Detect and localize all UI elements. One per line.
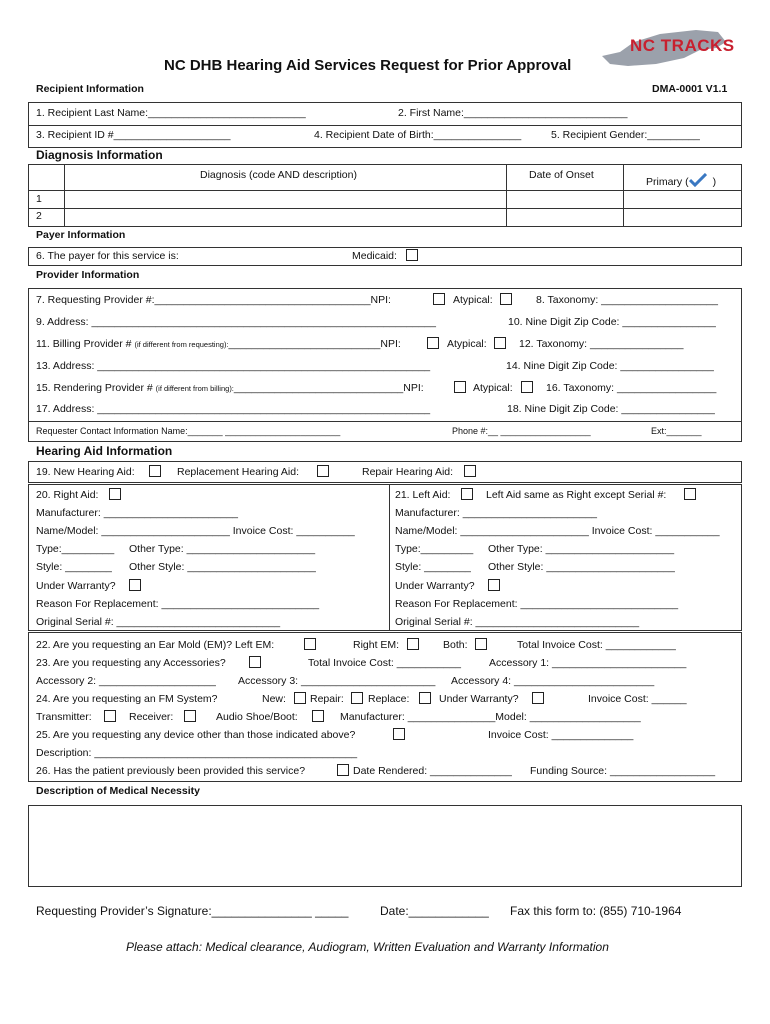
- attachment-note: Please attach: Medical clearance, Audiogram, Written Evaluation and Warranty Information: [126, 940, 609, 954]
- right-serial[interactable]: Original Serial #: ____________________________: [36, 616, 281, 628]
- repair-hearing-aid-checkbox[interactable]: [464, 465, 476, 477]
- r7-atypical-label: Atypical:: [453, 294, 493, 306]
- section-diagnosis: Diagnosis Information: [36, 148, 163, 162]
- col-diagnosis: Diagnosis (code AND description): [200, 169, 357, 181]
- r14-zip[interactable]: 14. Nine Digit Zip Code: ________________: [506, 360, 714, 372]
- r12-taxonomy[interactable]: 12. Taxonomy: ________________: [519, 338, 684, 350]
- accessories-total-cost[interactable]: Total Invoice Cost: ___________: [308, 657, 461, 669]
- section-provider: Provider Information: [36, 269, 140, 281]
- other-device-cost[interactable]: Invoice Cost: ______________: [488, 729, 634, 741]
- fm-replace-label: Replace:: [368, 693, 410, 705]
- fm-invoice-cost[interactable]: Invoice Cost: ______: [588, 693, 687, 705]
- left-manufacturer[interactable]: Manufacturer: _______________________: [395, 507, 598, 519]
- right-aid-checkbox[interactable]: [109, 488, 121, 500]
- right-type[interactable]: Type:_________: [36, 543, 115, 555]
- billing-provider[interactable]: 11. Billing Provider # (if different from requesting):__________________________NPI:: [36, 338, 401, 350]
- left-em-checkbox[interactable]: [304, 638, 316, 650]
- fm-replace-checkbox[interactable]: [419, 692, 431, 704]
- rendering-provider[interactable]: 15. Rendering Provider # (if different from billing):_____________________________NPI:: [36, 382, 424, 394]
- left-aid-checkbox[interactable]: [461, 488, 473, 500]
- em-total-cost[interactable]: Total Invoice Cost: ____________: [517, 639, 676, 651]
- recipient-first-name[interactable]: 2. First Name:____________________________: [398, 107, 628, 119]
- nctracks-logo: [600, 22, 735, 70]
- r16-taxonomy[interactable]: 16. Taxonomy: _________________: [546, 382, 717, 394]
- left-warranty-label: Under Warranty?: [395, 580, 475, 592]
- other-device-description[interactable]: Description: _____________________________________________: [36, 747, 358, 759]
- provider-signature[interactable]: Requesting Provider’s Signature:_______________ _____: [36, 904, 349, 918]
- diagnosis-table: [28, 164, 742, 227]
- audio-shoe-label: Audio Shoe/Boot:: [216, 711, 298, 723]
- medical-necessity-textarea[interactable]: [28, 805, 742, 887]
- ear-mold-label: 22. Are you requesting an Ear Mold (EM)? Left EM:: [36, 639, 275, 651]
- right-warranty-label: Under Warranty?: [36, 580, 116, 592]
- transmitter-label: Transmitter:: [36, 711, 92, 723]
- diag-row-1: 1: [36, 193, 42, 205]
- recipient-id[interactable]: 3. Recipient ID #____________________: [36, 129, 231, 141]
- section-medical-necessity: Description of Medical Necessity: [36, 785, 200, 797]
- r9-address[interactable]: 9. Address: ___________________________________________________________: [36, 316, 436, 328]
- r11-npi-checkbox[interactable]: [427, 337, 439, 349]
- r11-atypical-checkbox[interactable]: [494, 337, 506, 349]
- r7-atypical-checkbox[interactable]: [500, 293, 512, 305]
- r17-address[interactable]: 17. Address: _________________________________________________________: [36, 403, 431, 415]
- section-hearing-aid: Hearing Aid Information: [36, 444, 173, 458]
- transmitter-checkbox[interactable]: [104, 710, 116, 722]
- fm-manufacturer-model[interactable]: Manufacturer: _______________Model: ___________________: [340, 711, 641, 723]
- col-primary: Primary ( ): [646, 173, 716, 189]
- fm-warranty-label: Under Warranty?: [439, 693, 519, 705]
- payer-label: 6. The payer for this service is:: [36, 250, 179, 262]
- new-hearing-aid-label: 19. New Hearing Aid:: [36, 466, 135, 478]
- right-aid-label: 20. Right Aid:: [36, 489, 99, 501]
- r15-atypical-label: Atypical:: [473, 382, 513, 394]
- replacement-hearing-aid-label: Replacement Hearing Aid:: [177, 466, 299, 478]
- left-other-type[interactable]: Other Type: ______________________: [488, 543, 675, 555]
- previously-provided-label: 26. Has the patient previously been provided this service?: [36, 765, 306, 777]
- medicaid-label: Medicaid:: [352, 250, 397, 262]
- recipient-dob[interactable]: 4. Recipient Date of Birth:_______________: [314, 129, 522, 141]
- repair-hearing-aid-label: Repair Hearing Aid:: [362, 466, 454, 478]
- r18-zip[interactable]: 18. Nine Digit Zip Code: ________________: [507, 403, 715, 415]
- contact-ext[interactable]: Ext:_______: [651, 426, 702, 436]
- fm-system-label: 24. Are you requesting an FM System?: [36, 693, 218, 705]
- replacement-hearing-aid-checkbox[interactable]: [317, 465, 329, 477]
- receiver-checkbox[interactable]: [184, 710, 196, 722]
- left-same-checkbox[interactable]: [684, 488, 696, 500]
- form-id: DMA-0001 V1.1: [652, 83, 728, 95]
- fm-repair-label: Repair:: [310, 693, 344, 705]
- right-reason[interactable]: Reason For Replacement: ___________________________: [36, 598, 320, 610]
- r13-address[interactable]: 13. Address: _________________________________________________________: [36, 360, 431, 372]
- left-serial[interactable]: Original Serial #: ____________________________: [395, 616, 640, 628]
- right-em-label: Right EM:: [353, 639, 400, 651]
- recipient-last-name[interactable]: 1. Recipient Last Name:___________________________: [36, 107, 306, 119]
- r8-taxonomy[interactable]: 8. Taxonomy: ____________________: [536, 294, 718, 306]
- previously-provided-checkbox[interactable]: [337, 764, 349, 776]
- fm-new-checkbox[interactable]: [294, 692, 306, 704]
- right-model[interactable]: Name/Model: ______________________ Invoice Cost: __________: [36, 525, 355, 537]
- left-model[interactable]: Name/Model: ______________________ Invoice Cost: ___________: [395, 525, 720, 537]
- accessories-checkbox[interactable]: [249, 656, 261, 668]
- fm-repair-checkbox[interactable]: [351, 692, 363, 704]
- left-reason[interactable]: Reason For Replacement: ___________________________: [395, 598, 679, 610]
- both-em-label: Both:: [443, 639, 468, 651]
- left-same-label: Left Aid same as Right except Serial #:: [486, 489, 667, 501]
- funding-source[interactable]: Funding Source: __________________: [530, 765, 716, 777]
- r15-atypical-checkbox[interactable]: [521, 381, 533, 393]
- audio-shoe-checkbox[interactable]: [312, 710, 324, 722]
- accessory-4[interactable]: Accessory 4: ________________________: [451, 675, 655, 687]
- receiver-label: Receiver:: [129, 711, 174, 723]
- other-device-label: 25. Are you requesting any device other than those indicated above?: [36, 729, 356, 741]
- fm-warranty-checkbox[interactable]: [532, 692, 544, 704]
- right-manufacturer[interactable]: Manufacturer: _______________________: [36, 507, 239, 519]
- fax-number: Fax this form to: (855) 710-1964: [510, 904, 682, 918]
- right-other-style[interactable]: Other Style: ______________________: [129, 561, 316, 573]
- fm-new-label: New:: [262, 693, 286, 705]
- accessories-label: 23. Are you requesting any Accessories?: [36, 657, 226, 669]
- new-hearing-aid-checkbox[interactable]: [149, 465, 161, 477]
- right-warranty-checkbox[interactable]: [129, 579, 141, 591]
- accessory-3[interactable]: Accessory 3: _______________________: [238, 675, 436, 687]
- left-aid-label: 21. Left Aid:: [395, 489, 451, 501]
- right-em-checkbox[interactable]: [407, 638, 419, 650]
- section-recipient: Recipient Information: [36, 83, 144, 95]
- checkmark-icon: [689, 173, 707, 187]
- accessory-1[interactable]: Accessory 1: _______________________: [489, 657, 687, 669]
- r7-npi-checkbox[interactable]: [433, 293, 445, 305]
- r10-zip[interactable]: 10. Nine Digit Zip Code: ________________: [508, 316, 716, 328]
- logo-text: NC TRACKS: [630, 36, 735, 55]
- right-other-type[interactable]: Other Type: ______________________: [129, 543, 316, 555]
- left-style[interactable]: Style: ________: [395, 561, 471, 573]
- section-payer: Payer Information: [36, 229, 126, 241]
- page-title: NC DHB Hearing Aid Services Request for Prior Approval: [164, 57, 572, 74]
- date-rendered[interactable]: Date Rendered: ______________: [353, 765, 512, 777]
- col-onset: Date of Onset: [529, 169, 594, 181]
- left-other-style[interactable]: Other Style: ______________________: [488, 561, 675, 573]
- contact-name[interactable]: Requester Contact Information Name:_______ _______________________: [36, 426, 341, 436]
- medicaid-checkbox[interactable]: [406, 249, 418, 261]
- accessory-2[interactable]: Accessory 2: ____________________: [36, 675, 216, 687]
- contact-phone[interactable]: Phone #:__ __________________: [452, 426, 591, 436]
- left-warranty-checkbox[interactable]: [488, 579, 500, 591]
- right-style[interactable]: Style: ________: [36, 561, 112, 573]
- r15-npi-checkbox[interactable]: [454, 381, 466, 393]
- requesting-provider[interactable]: 7. Requesting Provider #:_____________________________________NPI:: [36, 294, 391, 306]
- left-type[interactable]: Type:_________: [395, 543, 474, 555]
- diag-row-2: 2: [36, 210, 42, 222]
- both-em-checkbox[interactable]: [475, 638, 487, 650]
- signature-date[interactable]: Date:____________: [380, 904, 489, 918]
- r11-atypical-label: Atypical:: [447, 338, 487, 350]
- recipient-gender[interactable]: 5. Recipient Gender:_________: [551, 129, 700, 141]
- other-device-checkbox[interactable]: [393, 728, 405, 740]
